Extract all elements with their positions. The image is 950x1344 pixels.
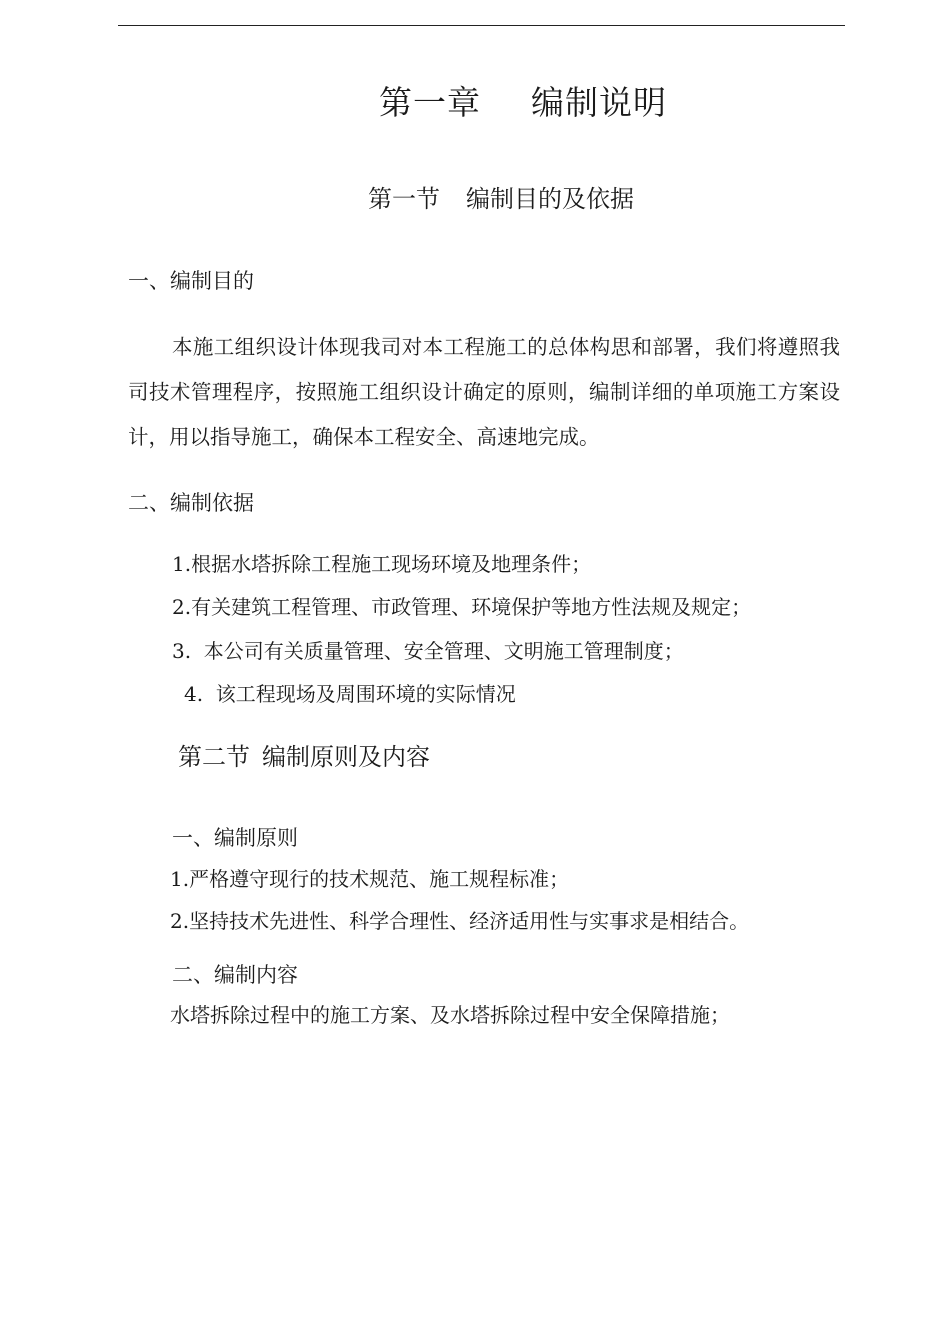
basis-heading: 二、编制依据	[128, 491, 254, 515]
principles-heading: 一、编制原则	[172, 826, 298, 850]
section-1-title	[368, 187, 634, 211]
chapter-name: 编制说明	[531, 83, 667, 122]
chapter-title	[379, 83, 667, 122]
basis-item: 2.有关建筑工程管理、市政管理、环境保护等地方性法规及规定；	[172, 595, 752, 619]
principles-item: 1.严格遵守现行的技术规范、施工规程标准；	[170, 867, 570, 891]
chapter-number: 第一章	[379, 83, 481, 122]
basis-item: 3. 本公司有关质量管理、安全管理、文明施工管理制度；	[172, 639, 684, 663]
content-heading: 二、编制内容	[172, 963, 298, 987]
purpose-paragraph: 本施工组织设计体现我司对本工程施工的总体构思和部署，我们将遵照我司技术管理程序，按照施工组织设计确定的原则，编制详细的单项施工方案设计，用以指导施工，确保本工程安全、高速地完成。	[128, 335, 840, 449]
content-text: 水塔拆除过程中的施工方案、及水塔拆除过程中安全保障措施；	[170, 1003, 730, 1027]
purpose-heading: 一、编制目的	[128, 269, 254, 293]
section-2-title	[178, 745, 430, 769]
section-1-name: 编制目的及依据	[466, 185, 634, 213]
basis-item: 1.根据水塔拆除工程施工现场环境及地理条件；	[172, 552, 592, 576]
header-rule	[118, 25, 845, 26]
section-1-number: 第一节	[368, 185, 440, 213]
section-2-number: 第二节	[178, 743, 250, 771]
basis-item: 4. 该工程现场及周围环境的实际情况	[184, 682, 516, 706]
section-2-name: 编制原则及内容	[262, 743, 430, 771]
principles-item: 2.坚持技术先进性、科学合理性、经济适用性与实事求是相结合。	[170, 909, 750, 933]
